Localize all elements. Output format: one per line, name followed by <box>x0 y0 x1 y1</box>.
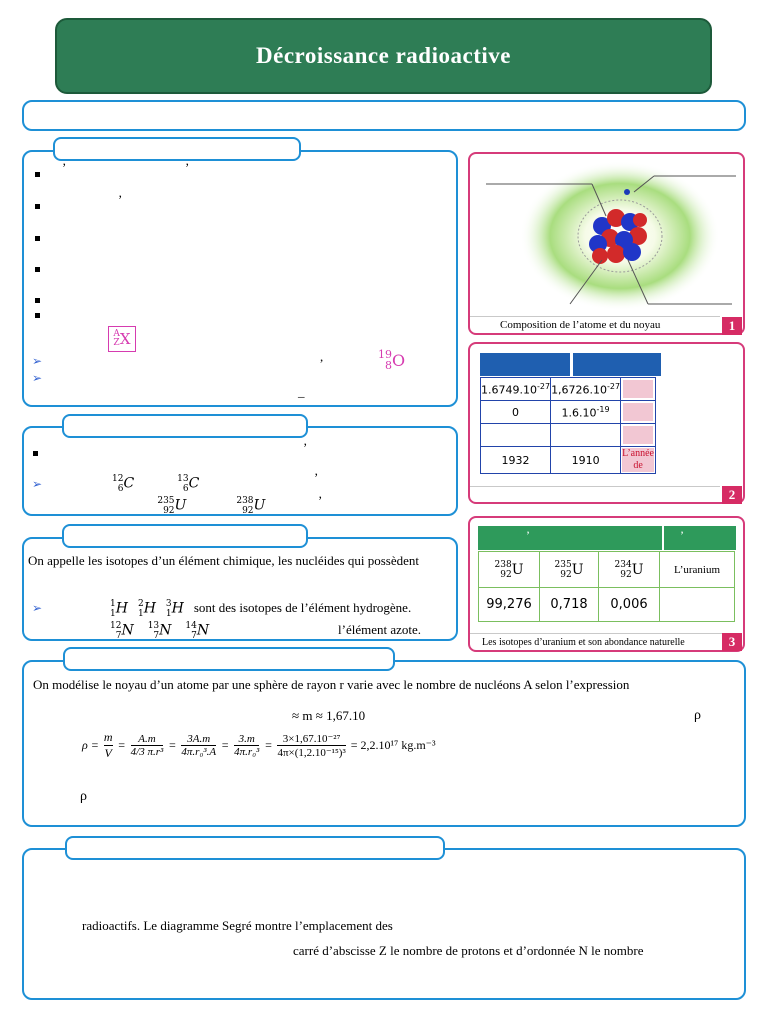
subtitle-bar <box>22 100 746 131</box>
bullet-square <box>35 172 40 177</box>
mass-approximation: ≈ m ≈ 1,67.10 <box>292 708 366 723</box>
hydrogen-text: sont des isotopes de l’élément hydrogène. <box>193 600 412 616</box>
oxygen-nuclide <box>378 349 405 371</box>
mass-number: 1 <box>110 598 116 609</box>
figure-3-caption: Les isotopes d’uranium et son abondance naturelle <box>470 633 722 650</box>
element-symbol: U <box>253 497 266 514</box>
figure-3-number: 3 <box>722 633 742 651</box>
proton-discovery-year: 1910 <box>551 447 621 474</box>
mark: ’ <box>526 528 530 542</box>
atom-diagram <box>470 156 742 316</box>
figure-2-caption-line <box>470 486 720 487</box>
mass-number: 13 <box>177 473 189 484</box>
underscore-mark: _ <box>298 384 305 399</box>
section-1-tab <box>53 137 301 161</box>
atomic-number: 8 <box>385 359 392 372</box>
mass-number: 13 <box>147 620 160 631</box>
rho-symbol: ρ <box>80 789 87 804</box>
nuclide-u235 <box>157 495 186 516</box>
arrow-bullet-icon: ➢ <box>32 601 43 615</box>
mark: ’ <box>680 528 684 542</box>
section-3-tab <box>62 524 308 548</box>
mark: ’ <box>118 192 123 207</box>
nuclide-n14 <box>185 620 209 641</box>
empty-cell <box>551 424 621 447</box>
isotope-u234: 234 92 U <box>599 552 660 588</box>
segre-text-line-2: carré d’abscisse Z le nombre de protons et d’ordonnée N le nombre <box>293 943 644 958</box>
abundance-u238: 99,276 <box>479 588 540 622</box>
element-symbol: X <box>119 330 131 348</box>
element-symbol: H <box>171 600 184 617</box>
arrow-bullet-icon: ➢ <box>32 354 43 368</box>
neutron-discovery-year: 1932 <box>481 447 551 474</box>
mass-number: 12 <box>112 473 124 484</box>
uranium-label: L’uranium <box>660 552 735 588</box>
element-symbol: C <box>188 475 200 492</box>
mass-number: 12 <box>110 620 122 631</box>
atomic-number: 7 <box>191 630 197 641</box>
nuclide-h1 <box>110 598 128 619</box>
density-formula: ρ = $\frac{m}{V}$ = $\frac{A.m}{\text{4/3 π.r³}}$ = $\frac{3A.m}{\text{4π.r₀³.A}}$ = $\frac{3.m}{\text{4π.r₀³}}$ = $\frac{\text{3×1,67.10⁻²⁷}}{\text{4π×(1,2.10⁻¹⁵)³}}$ = 2,2.10¹⁷ kg.m⁻³ <box>82 730 436 760</box>
neutron-charge: 0 <box>481 401 551 424</box>
mass-number: 235 <box>157 495 175 506</box>
element-symbol: U <box>174 497 187 514</box>
arrow-bullet-icon: ➢ <box>32 371 43 385</box>
electron <box>624 189 630 195</box>
mass-number: 14 <box>185 620 197 631</box>
figure-1-caption: Composition de l’atome et du noyau <box>470 316 720 333</box>
element-symbol: N <box>196 622 210 639</box>
proton-charge: $1.6.10^{-19}$ <box>551 401 621 424</box>
mass-number: 2 <box>137 598 144 609</box>
nuclide-symbol-box <box>108 326 136 352</box>
bullet-square <box>35 236 40 241</box>
mass-number: 3 <box>165 598 172 609</box>
figure-2-number: 2 <box>722 486 742 504</box>
nuclide-h3 <box>166 598 184 619</box>
nitrogen-isotopes <box>110 620 209 641</box>
nuclide-h2 <box>138 598 156 619</box>
figure-1-number: 1 <box>722 317 742 335</box>
element-symbol: N <box>159 622 172 639</box>
atomic-number: 6 <box>117 483 124 494</box>
mark: ’ <box>303 440 308 455</box>
mark: ’ <box>185 160 190 175</box>
bullet-square <box>33 451 38 456</box>
nuclide-c13 <box>177 473 199 494</box>
empty-cell <box>660 588 735 622</box>
isotope-definition: On appelle les isotopes d’un élément chimique, les nucléides qui possèdent <box>28 553 419 568</box>
atomic-number: 7 <box>153 630 160 641</box>
bullet-square <box>35 298 40 303</box>
section-5-tab <box>65 836 445 860</box>
label-cell <box>621 401 656 424</box>
bullet-square <box>35 267 40 272</box>
nuclide-n12 <box>110 620 134 641</box>
bullet-square <box>35 204 40 209</box>
atomic-number: 7 <box>115 630 122 641</box>
abundance-u234: 0,006 <box>599 588 660 622</box>
element-symbol: O <box>392 350 406 370</box>
element-symbol: N <box>121 622 134 639</box>
element-symbol: H <box>143 600 156 617</box>
abundance-u235: 0,718 <box>540 588 599 622</box>
mass-number: 238 <box>236 495 254 506</box>
table-header-cell <box>573 353 661 376</box>
mark: ’ <box>314 470 319 485</box>
nitrogen-text: l’élément azote. <box>338 622 422 637</box>
isotope-u238: 238 92 U <box>479 552 540 588</box>
page-title: Décroissance radioactive <box>55 18 712 94</box>
nuclide-n13 <box>148 620 172 641</box>
rho-symbol: ρ <box>694 708 701 723</box>
nuclide-u238 <box>236 495 265 516</box>
isotope-u235: 235 92 U <box>540 552 599 588</box>
element-symbol: C <box>123 475 135 492</box>
nuclide-c12 <box>112 473 134 494</box>
table-header-cell <box>480 353 570 376</box>
section-4-intro: On modélise le noyau d’un atome par une sphère de rayon r varie avec le nombre de nucléons A selon l’expression <box>33 677 630 692</box>
atomic-number: 1 <box>137 608 144 619</box>
atomic-number: 6 <box>182 483 189 494</box>
atomic-number: 1 <box>165 608 172 619</box>
label-cell <box>621 424 656 447</box>
mark: ’ <box>318 493 323 508</box>
label-cell <box>621 378 656 401</box>
mass-number: 19 <box>378 348 392 361</box>
neutron-mass: $1.6749.10^{-27}$ <box>481 378 551 401</box>
atomic-number: 1 <box>110 608 116 619</box>
proton-mass: $1,6726.10^{-27}$ <box>551 378 621 401</box>
atomic-number: 92 <box>163 505 175 516</box>
arrow-bullet-icon: ➢ <box>32 477 43 491</box>
element-symbol: H <box>115 600 128 617</box>
atomic-number: 92 <box>242 505 254 516</box>
mark: ’ <box>62 160 67 175</box>
hydrogen-isotopes <box>110 598 411 619</box>
section-2-tab <box>62 414 308 438</box>
segre-text-line-1: radioactifs. Le diagramme Segré montre l’emplacement des <box>82 918 393 933</box>
bullet-square <box>35 313 40 318</box>
section-4-tab <box>63 647 395 671</box>
atomic-number: Z <box>113 338 120 348</box>
table-header <box>478 526 736 550</box>
mark: , <box>320 349 324 364</box>
year-label-cell: L’année de <box>621 447 656 474</box>
empty-cell <box>481 424 551 447</box>
mass-number: A <box>113 329 120 339</box>
